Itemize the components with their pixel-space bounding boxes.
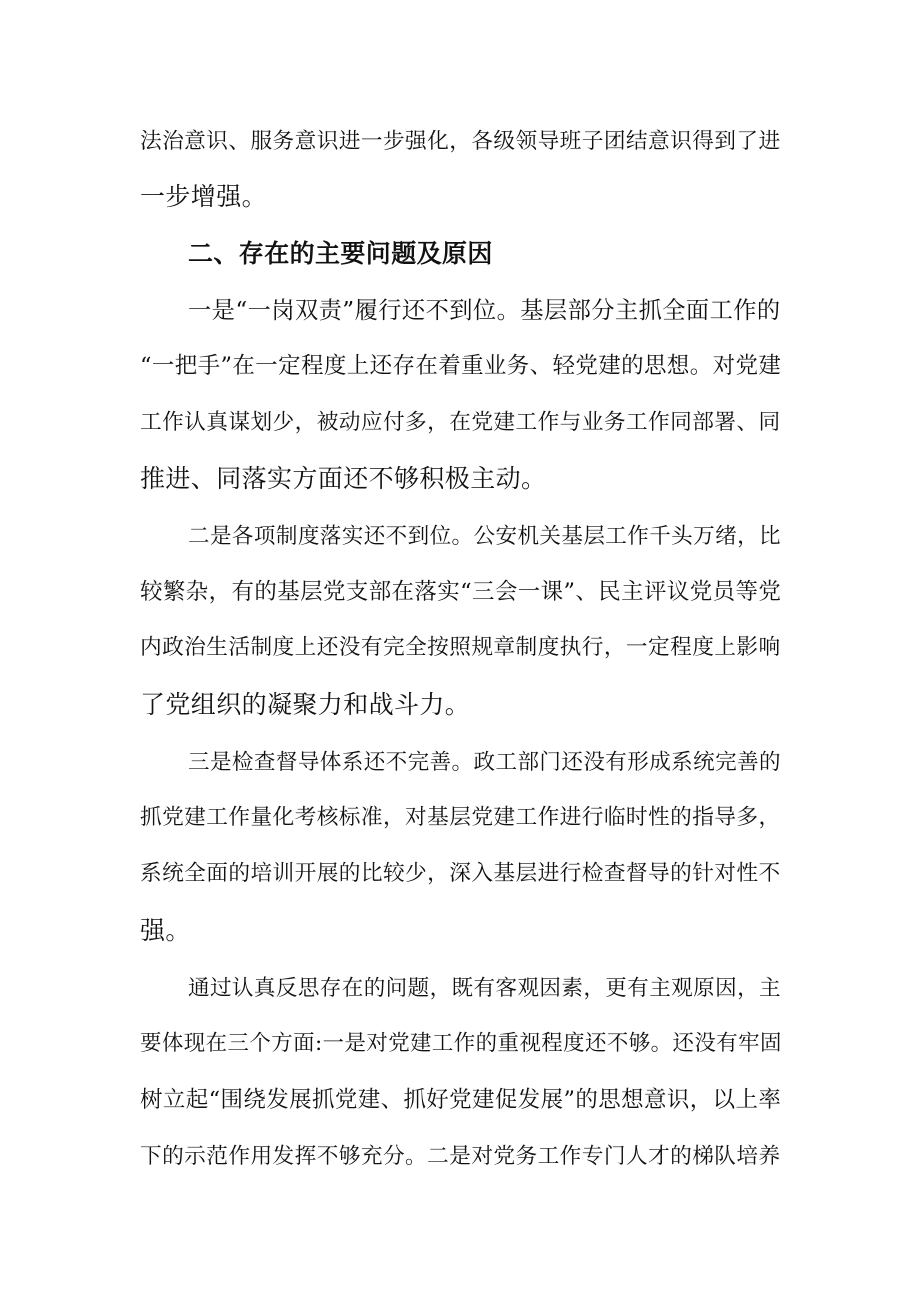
text-line: 一是“一岗双责”履行还不到位。基层部分主抓全面工作的 [188,297,781,324]
text-line: 工作认真谋划少，被动应付多，在党建工作与业务工作同部署、同 [140,410,781,435]
text-line: 了党组织的凝聚力和战斗力。 [140,690,471,719]
text-line: 三是检查督导体系还不完善。政工部门还没有形成系统完善的 [188,750,781,775]
text-line: 下的示范作用发挥不够充分。二是对党务工作专门人才的梯队培养 [140,1144,781,1169]
text-line: 法治意识、服务意识进一步强化，各级领导班子团结意识得到了进 [140,129,781,154]
section-heading: 二、存在的主要问题及原因 [188,239,493,268]
text-line: 要体现在三个方面:一是对党建工作的重视程度还不够。还没有牢固 [140,1031,782,1056]
text-line: 强。 [140,916,191,945]
text-line: 系统全面的培训开展的比较少，深入基层进行检查督导的针对性不 [140,861,781,886]
text-line: 树立起“围绕发展抓党建、抓好党建促发展”的思想意识，以上率 [140,1087,782,1113]
text-line: 内政治生活制度上还没有完全按照规章制度执行，一定程度上影响 [140,635,781,660]
text-line: 较繁杂，有的基层党支部在落实“三会一课”、民主评议党员等党 [140,579,782,605]
text-line: 推进、同落实方面还不够积极主动。 [140,464,547,493]
text-line: 一步增强。 [140,182,268,211]
text-line: 通过认真反思存在的问题，既有客观因素，更有主观原因，主 [188,976,781,1001]
text-line: “一把手”在一定程度上还存在着重业务、轻党建的思想。对党建 [140,353,782,379]
text-line: 抓党建工作量化考核标准，对基层党建工作进行临时性的指导多， [140,805,781,830]
text-line: 二是各项制度落实还不到位。公安机关基层工作千头万绪，比 [188,524,781,549]
